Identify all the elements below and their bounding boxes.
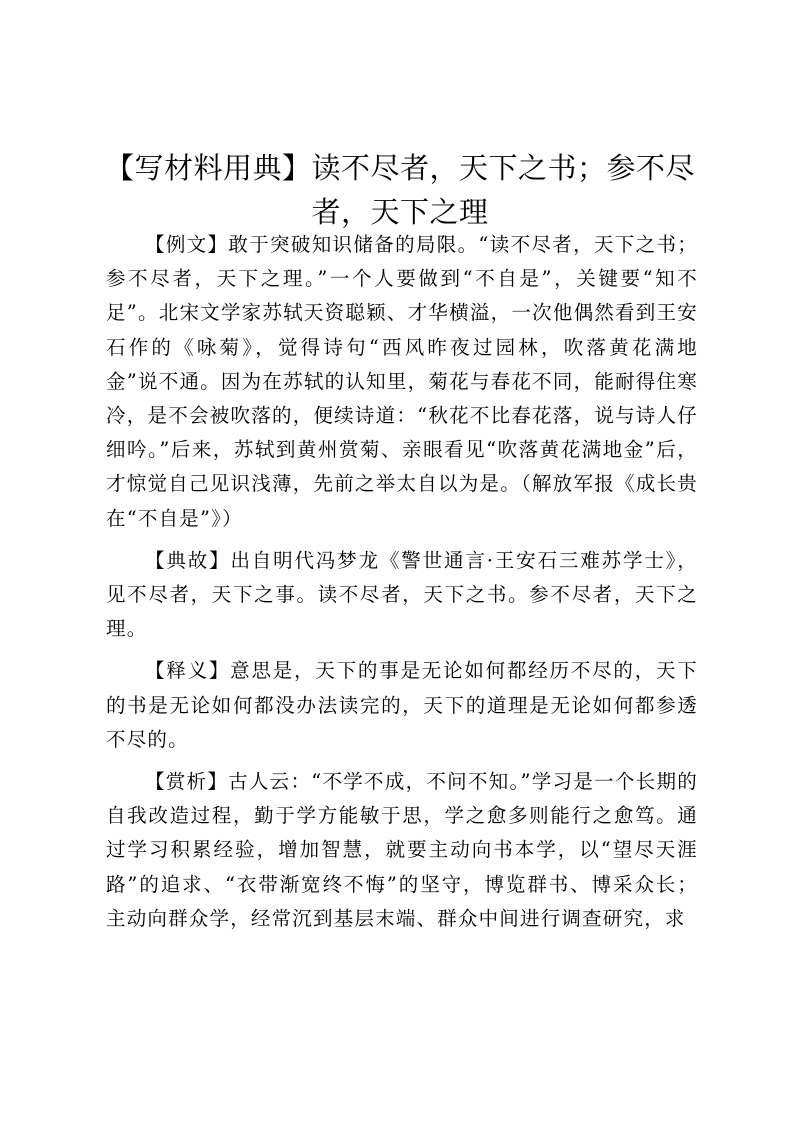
paragraph-label: 【赏析】 — [145, 770, 229, 794]
paragraph-label: 【例文】 — [145, 233, 229, 256]
document-body — [106, 228, 698, 944]
document-title: 【写材料用典】读不尽者，天下之书；参不尽者，天下之理 — [104, 151, 695, 229]
paragraph-text: 古人云：“不学不成，不问不知。”学习是一个长期的自我改造过程，勤于学方能敏于思，学之愈多则能行之愈笃。通过学习积累经验，增加智慧，就要主动向书本学，以“望尽天涯路”的追求、“衣带渐宽终不悔”的坚守，博览群书、博采众长；主动向群众学，经常沉到基层末端、群众中间进行调查研究，求 — [106, 770, 698, 930]
paragraph-meaning — [106, 654, 698, 757]
paragraph-text: 敢于突破知识储备的局限。“读不尽者，天下之书；参不尽者，天下之理。”一个人要做到“不自是”，关键要“知不足”。北宋文学家苏轼天资聪颖、才华横溢，一次他偶然看到王安石作的《咏菊》，觉得诗句“西风昨夜过园林，吹落黄花满地金”说不通。因为在苏轼的认知里，菊花与春花不同，能耐得住寒冷，是不会被吹落的，便续诗道：“秋花不比春花落，说与诗人仔细吟。”后来，苏轼到黄州赏菊、亲眼看见“吹落黄花满地金”后，才惊觉自己见识浅薄，先前之举太自以为是。（解放军报《成长贵在“不自是”》） — [106, 233, 698, 530]
paragraph-text: 意思是，天下的事是无论如何都经历不尽的，天下的书是无论如何都没办法读完的，天下的道理是无论如何都参透不尽的。 — [106, 659, 698, 751]
paragraph-label: 【释义】 — [145, 659, 231, 683]
paragraph-allusion — [106, 544, 698, 647]
paragraph-label: 【典故】 — [145, 548, 231, 572]
paragraph-example — [106, 228, 698, 536]
paragraph-text: 出自明代冯梦龙《警世通言·王安石三难苏学士》，见不尽者，天下之事。读不尽者，天下之书。参不尽者，天下之理。 — [106, 548, 698, 641]
paragraph-appreciation — [106, 765, 698, 936]
